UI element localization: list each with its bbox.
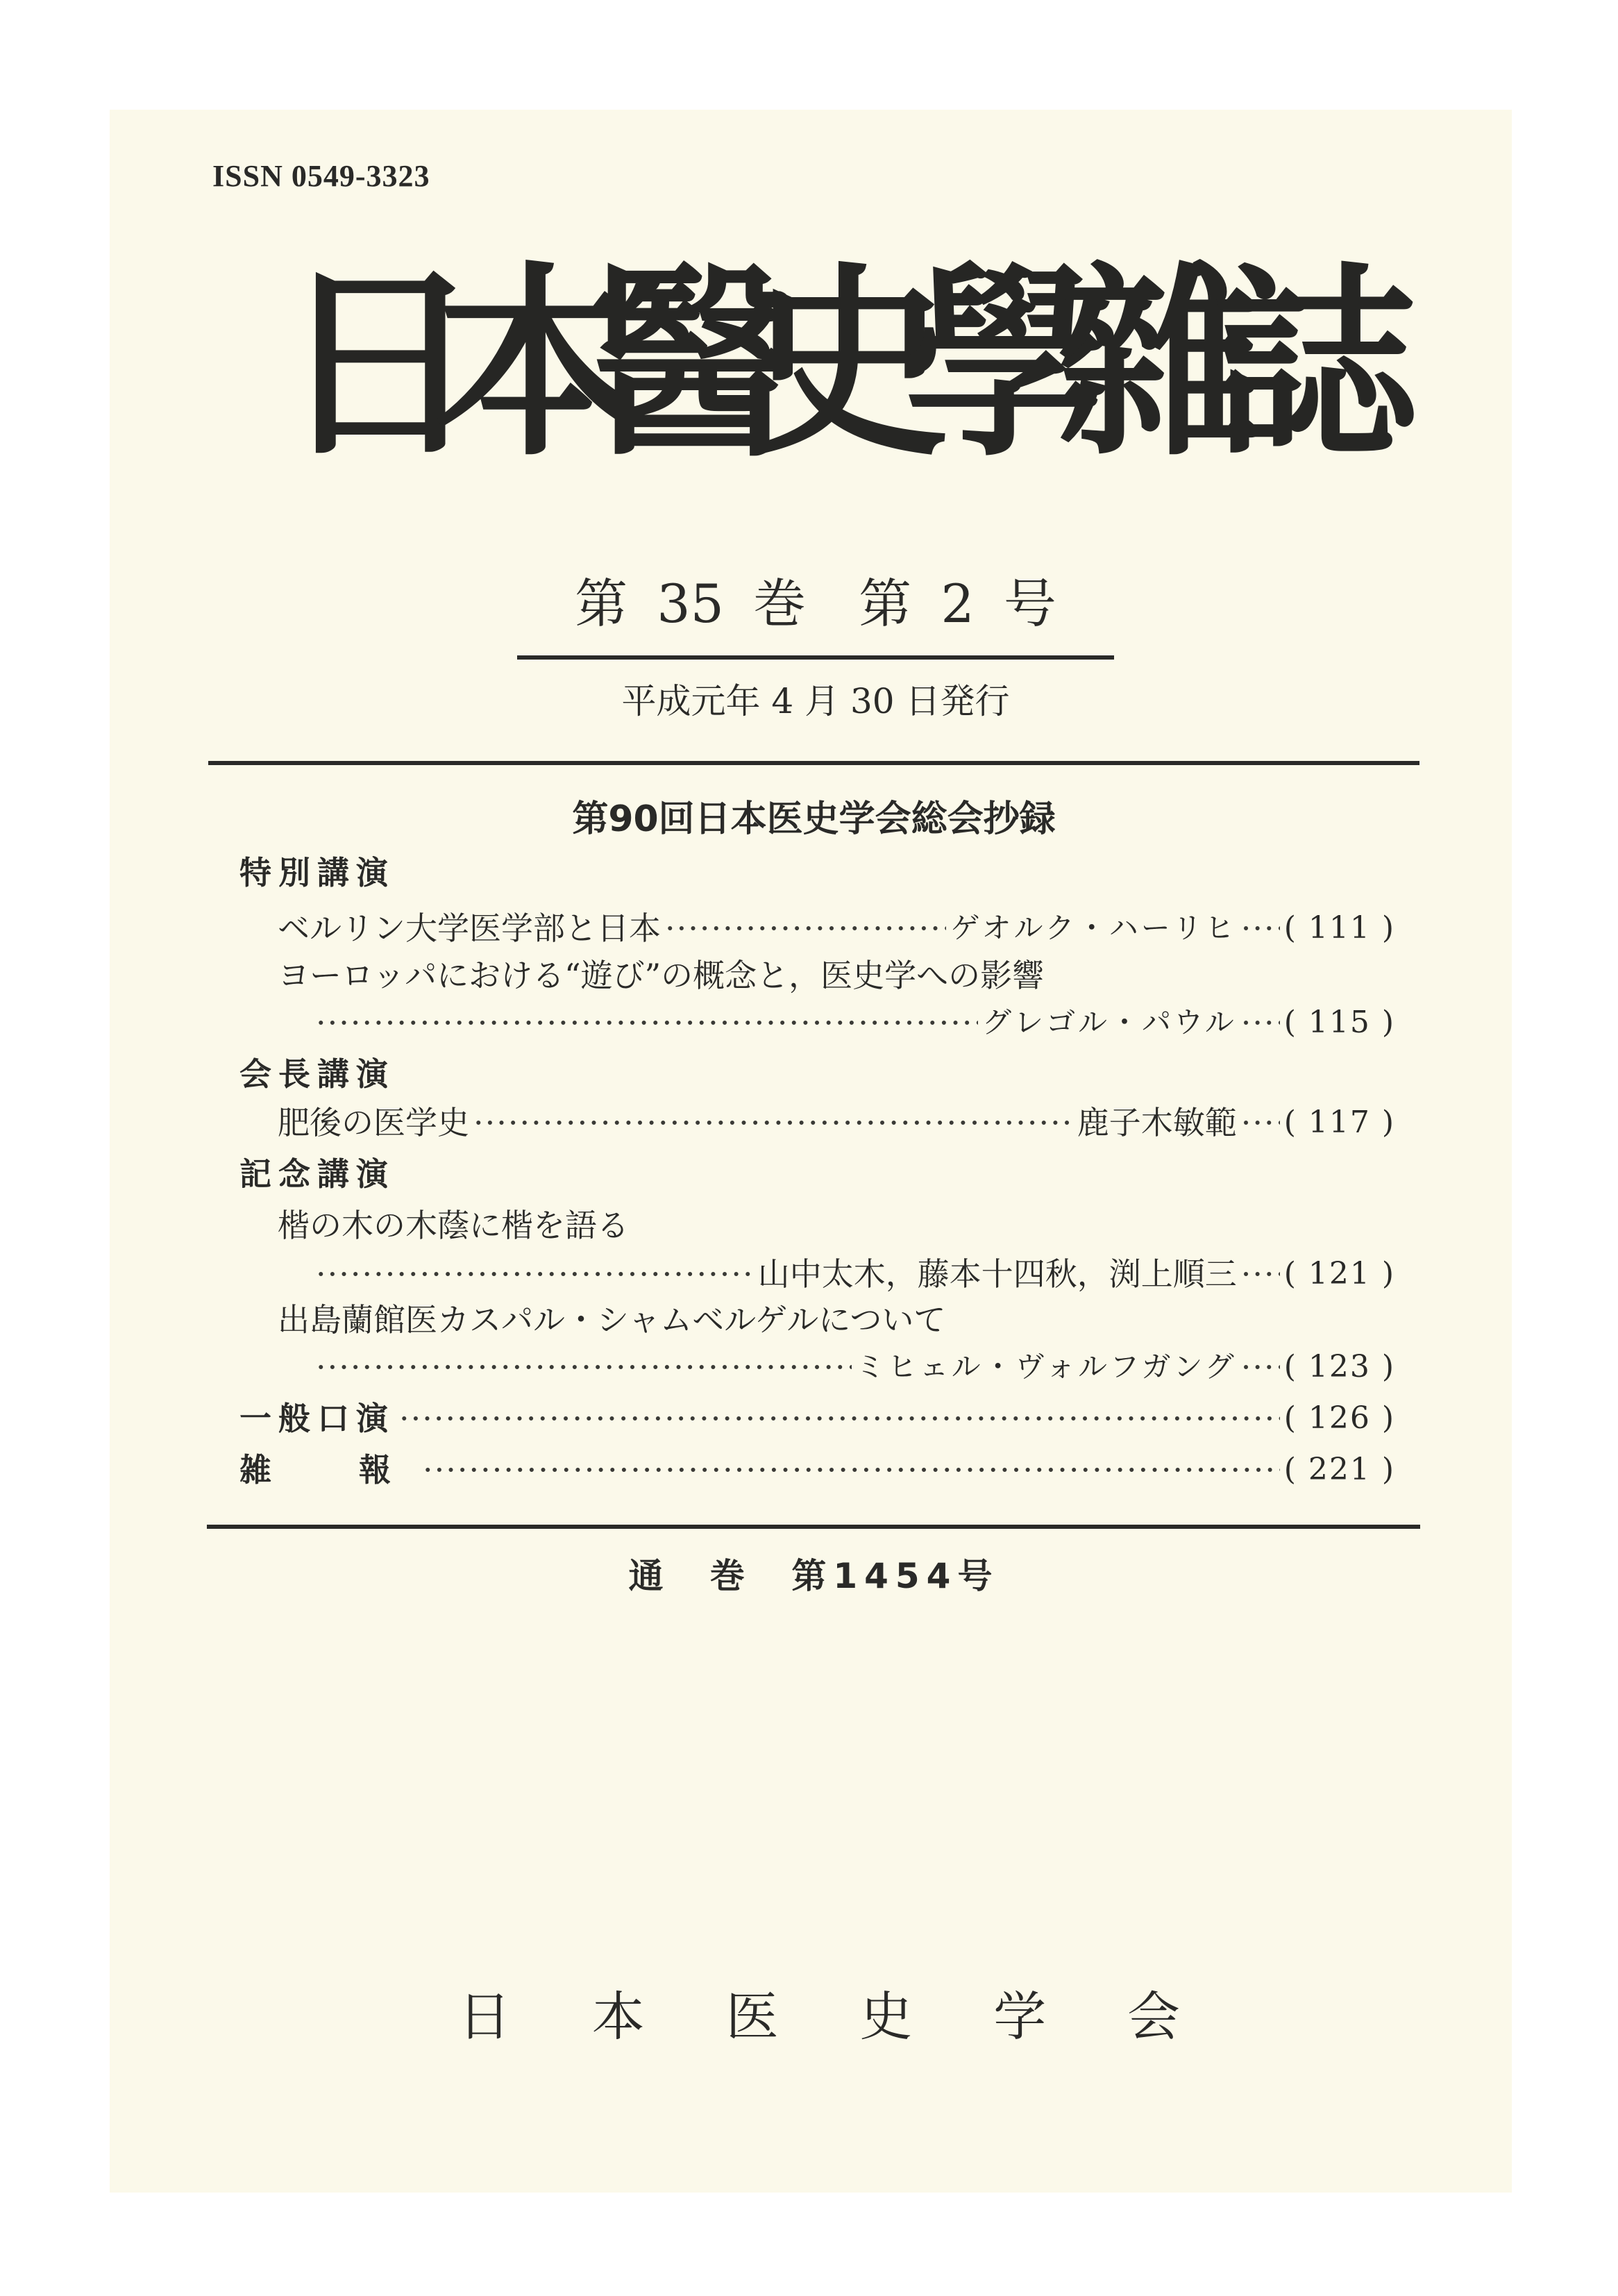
dot-leader — [473, 1098, 1073, 1147]
publisher-char: 会 — [1127, 1986, 1180, 2047]
publisher-char: 学 — [993, 1986, 1047, 2047]
publisher-name — [458, 1975, 1180, 2059]
title-char: 日 — [278, 245, 482, 484]
entry-author: 山中太木，藤本十四秋，渕上順三 — [757, 1255, 1237, 1293]
entry-page: ( 111 ) — [1283, 910, 1395, 946]
toc-entry[interactable] — [278, 904, 1395, 953]
entry-page: ( 126 ) — [1283, 1400, 1395, 1436]
dot-leader — [1241, 1250, 1280, 1298]
toc-entry-author-line — [316, 1343, 1395, 1391]
section-special-lecture — [239, 848, 395, 897]
title-char: 醫 — [589, 245, 795, 484]
entry-page: ( 115 ) — [1283, 1005, 1395, 1040]
toc-entry-title-line[interactable] — [278, 1201, 629, 1250]
toc-entry-author-line — [316, 998, 1395, 1047]
entry-page: ( 121 ) — [1283, 1256, 1395, 1291]
publisher-char: 史 — [859, 1986, 913, 2047]
dot-leader — [399, 1394, 1280, 1443]
entry-page: ( 117 ) — [1283, 1105, 1395, 1140]
dot-leader — [316, 1343, 852, 1391]
publisher-char: 日 — [458, 1986, 511, 2047]
section-miscellaneous[interactable] — [239, 1446, 1395, 1494]
entry-title: ベルリン大学医学部と日本 — [278, 910, 661, 947]
section-general-presentations[interactable] — [239, 1394, 1395, 1443]
issn-number: ISSN 0549-3323 — [212, 159, 430, 193]
section-title: 会長講演 — [239, 1055, 395, 1093]
serial-number: 通 巻 第1454号 — [628, 1556, 1000, 1596]
section-title: 記念講演 — [239, 1155, 395, 1193]
publisher-char: 医 — [725, 1986, 779, 2047]
toc-entry-title-line[interactable] — [278, 1296, 945, 1344]
toc-bottom-rule — [207, 1525, 1420, 1529]
dot-leader — [665, 904, 946, 953]
section-title: 雑 報 — [239, 1451, 419, 1489]
toc-entry-author-line — [316, 1250, 1395, 1298]
dot-leader — [1241, 998, 1280, 1047]
dot-leader — [1241, 1343, 1280, 1391]
publication-date: 平成元年 4 月 30 日発行 — [621, 681, 1010, 721]
entry-author: 鹿子木敏範 — [1077, 1104, 1237, 1141]
dot-leader — [1241, 904, 1280, 953]
section-memorial-lecture — [239, 1150, 395, 1198]
dot-leader — [423, 1446, 1280, 1494]
title-char: 本 — [433, 245, 639, 484]
toc-heading: 第90回日本医史学会総会抄録 — [572, 798, 1056, 840]
entry-title: 楷の木の木蔭に楷を語る — [278, 1207, 629, 1244]
title-char: 誌 — [1213, 245, 1418, 484]
journal-title — [278, 240, 1418, 489]
title-char: 學 — [901, 245, 1106, 484]
entry-title: 出島蘭館医カスパル・シャムベルゲルについて — [278, 1301, 946, 1339]
toc-entry[interactable] — [278, 1098, 1395, 1147]
entry-page: ( 221 ) — [1283, 1452, 1395, 1487]
toc-entry-title-line[interactable] — [278, 951, 1044, 1000]
title-char: 史 — [745, 245, 950, 484]
entry-author: ゲオルク・ハーリヒ — [950, 911, 1237, 945]
entry-author: ミヒェル・ヴォルフガング — [855, 1350, 1237, 1384]
section-president-lecture — [239, 1050, 395, 1098]
volume-issue: 第 35 巻 第 2 号 — [575, 573, 1056, 635]
entry-title: 肥後の医学史 — [278, 1104, 469, 1141]
toc-top-rule — [208, 761, 1419, 765]
section-title: 特別講演 — [239, 854, 395, 891]
entry-page: ( 123 ) — [1283, 1349, 1395, 1384]
dot-leader — [316, 1250, 754, 1298]
volume-underline — [517, 655, 1114, 660]
section-title: 一般口演 — [239, 1400, 395, 1437]
publisher-char: 本 — [591, 1986, 645, 2047]
dot-leader — [316, 998, 978, 1047]
title-char: 雜 — [1057, 245, 1263, 484]
entry-title: ヨーロッパにおける“遊び”の概念と，医史学への影響 — [278, 957, 1045, 994]
entry-author: グレゴル・パウル — [981, 1005, 1237, 1039]
dot-leader — [1241, 1098, 1280, 1147]
